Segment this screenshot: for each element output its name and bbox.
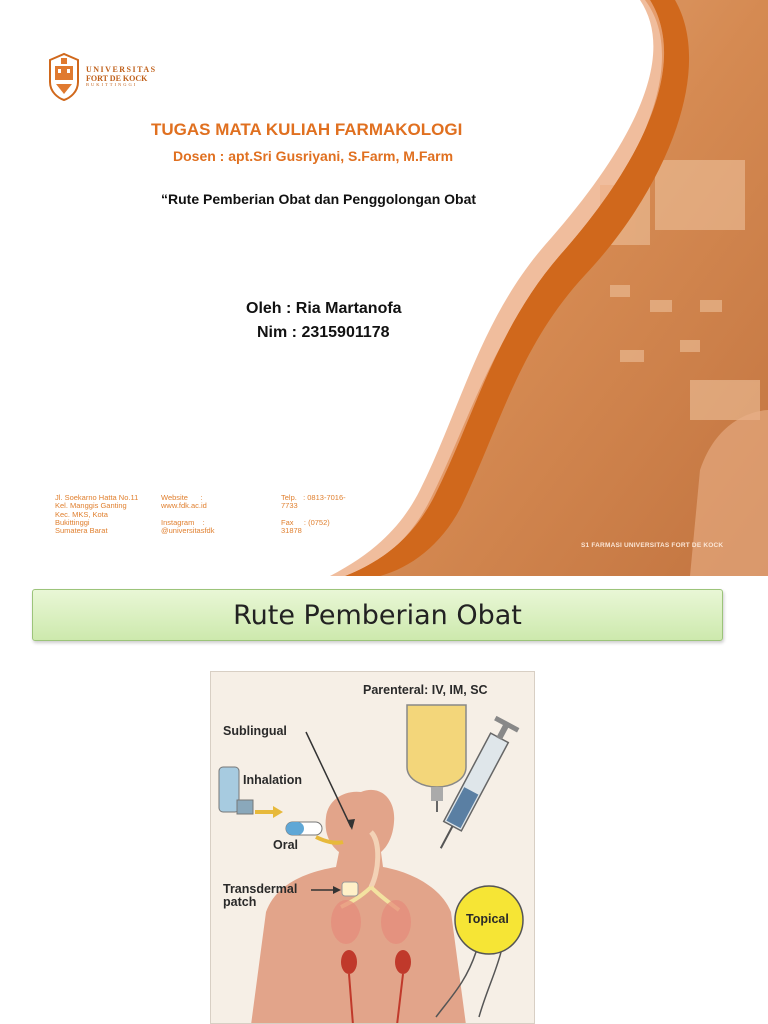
lecturer-name: Dosen : apt.Sri Gusriyani, S.Farm, M.Farm: [173, 148, 454, 164]
author-name: Oleh : Ria Martanofa: [246, 300, 402, 317]
logo-line-2: FORT DE KOCK: [86, 73, 148, 83]
label-inhalation: Inhalation: [243, 773, 303, 787]
university-logo: [48, 52, 157, 102]
routes-slide: [0, 576, 768, 1024]
label-oral: Oral: [273, 838, 299, 852]
footer-address: Jl. Soekarno Hatta No.11 Kel. Manggis Ganting Kec. MKS, Kota Bukittinggi Sumatera Barat: [55, 493, 139, 536]
logo-line-3: BUKITTINGGI: [86, 82, 138, 88]
label-sublingual: Sublingual: [223, 724, 287, 738]
slide-header: [32, 589, 723, 641]
label-topical: Topical: [466, 912, 509, 926]
pill-icon: [286, 822, 322, 835]
university-crest-icon: [48, 52, 80, 102]
footer-contact: Telp. : 0813-7016- 7733 Fax : (0752) 31878: [281, 493, 346, 536]
subject-title: “Rute Pemberian Obat dan Penggolongan Obat: [161, 191, 477, 207]
author-block: [246, 297, 402, 345]
label-parenteral: Parenteral: IV, IM, SC: [363, 683, 488, 697]
iv-bag-icon: [407, 705, 466, 787]
program-tag: S1 FARMASI UNIVERSITAS FORT DE KOCK: [581, 542, 724, 549]
logo-line-1: UNIVERSITAS: [86, 65, 157, 75]
footer-web: Website : www.fdk.ac.id Instagram : @universitasfdk: [161, 493, 215, 536]
label-transdermal: Transdermal patch: [223, 882, 298, 909]
drug-routes-illustration: [210, 671, 535, 1024]
slide-title: Rute Pemberian Obat: [233, 599, 522, 631]
student-id: Nim : 2315901178: [257, 324, 390, 341]
course-title: TUGAS MATA KULIAH FARMAKOLOGI: [151, 120, 463, 139]
